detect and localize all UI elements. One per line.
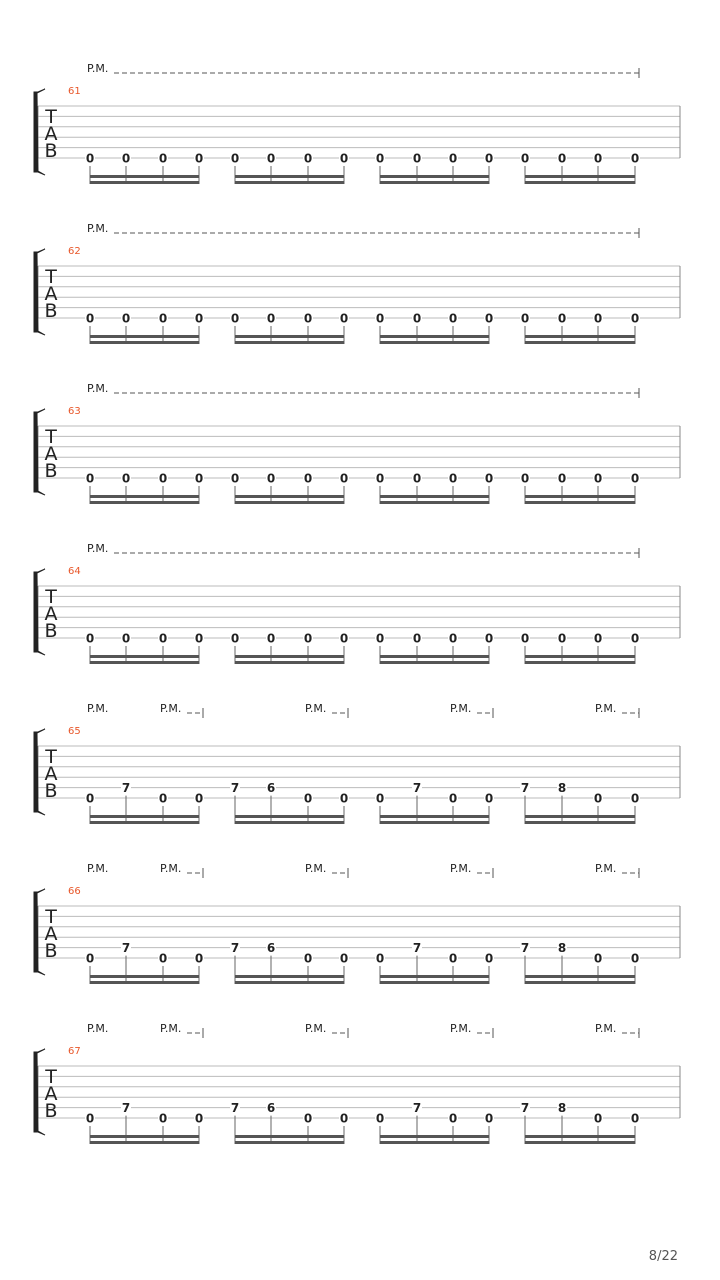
tab-clef-letter: B xyxy=(44,1100,58,1122)
fret-number: 0 xyxy=(85,631,95,646)
fret-number: 0 xyxy=(85,1111,95,1126)
beam-secondary xyxy=(380,341,489,344)
tab-clef-letter: T xyxy=(45,586,57,608)
tab-clef-letter: B xyxy=(44,460,58,482)
beam-primary xyxy=(90,495,199,498)
fret-number: 0 xyxy=(630,311,640,326)
fret-number: 0 xyxy=(448,471,458,486)
fret-number: 0 xyxy=(266,151,276,166)
beam-primary xyxy=(380,815,489,818)
system-bracket xyxy=(34,249,45,335)
beam-secondary xyxy=(380,181,489,184)
fret-number: 7 xyxy=(230,781,240,796)
fret-number: 0 xyxy=(593,311,603,326)
fret-number: 0 xyxy=(85,311,95,326)
fret-number: 7 xyxy=(520,781,530,796)
fret-number: 0 xyxy=(375,791,385,806)
beam-primary xyxy=(90,175,199,178)
beam-primary xyxy=(235,815,344,818)
fret-number: 0 xyxy=(630,151,640,166)
fret-number: 0 xyxy=(303,151,313,166)
fret-number: 0 xyxy=(339,951,349,966)
beam-secondary xyxy=(525,661,635,664)
fret-number: 0 xyxy=(630,1111,640,1126)
fret-number: 0 xyxy=(557,311,567,326)
beam-secondary xyxy=(235,981,344,984)
system-bracket xyxy=(34,569,45,655)
fret-number: 0 xyxy=(375,311,385,326)
fret-number: 0 xyxy=(484,951,494,966)
fret-number: 0 xyxy=(303,311,313,326)
fret-number: 0 xyxy=(266,471,276,486)
beam-secondary xyxy=(380,501,489,504)
beam-primary xyxy=(235,655,344,658)
beam-secondary xyxy=(525,341,635,344)
tab-clef-letter: T xyxy=(45,1066,57,1088)
beam-primary xyxy=(235,1135,344,1138)
fret-number: 0 xyxy=(375,1111,385,1126)
fret-number: 0 xyxy=(593,951,603,966)
palm-mute-label: P.M. xyxy=(450,702,472,715)
fret-number: 7 xyxy=(121,941,131,956)
beam-primary xyxy=(90,335,199,338)
fret-number: 0 xyxy=(412,631,422,646)
fret-number: 0 xyxy=(303,791,313,806)
measure-number: 67 xyxy=(68,1046,81,1057)
beam-primary xyxy=(380,495,489,498)
fret-number: 0 xyxy=(121,471,131,486)
fret-number: 0 xyxy=(266,311,276,326)
fret-number: 0 xyxy=(339,631,349,646)
beam-secondary xyxy=(380,1141,489,1144)
fret-number: 0 xyxy=(375,471,385,486)
tab-clef-letter: A xyxy=(44,763,58,785)
fret-number: 0 xyxy=(194,631,204,646)
fret-number: 0 xyxy=(121,151,131,166)
tab-clef-letter: A xyxy=(44,283,58,305)
fret-number: 0 xyxy=(194,311,204,326)
beam-secondary xyxy=(380,821,489,824)
fret-number: 0 xyxy=(412,311,422,326)
fret-number: 0 xyxy=(85,151,95,166)
measure-number: 63 xyxy=(68,406,81,417)
palm-mute-label: P.M. xyxy=(450,1022,472,1035)
beam-primary xyxy=(90,655,199,658)
fret-number: 7 xyxy=(412,1101,422,1116)
beam-secondary xyxy=(235,181,344,184)
fret-number: 0 xyxy=(593,631,603,646)
tab-clef-letter: T xyxy=(45,266,57,288)
tab-clef-letter: T xyxy=(45,106,57,128)
fret-number: 0 xyxy=(520,471,530,486)
tab-clef-letter: B xyxy=(44,300,58,322)
palm-mute-label: P.M. xyxy=(160,862,182,875)
fret-number: 0 xyxy=(194,951,204,966)
beam-primary xyxy=(235,975,344,978)
fret-number: 0 xyxy=(303,471,313,486)
palm-mute-label: P.M. xyxy=(595,1022,617,1035)
beam-secondary xyxy=(90,501,199,504)
measure-number: 62 xyxy=(68,246,81,257)
beam-secondary xyxy=(235,1141,344,1144)
fret-number: 0 xyxy=(593,151,603,166)
beam-secondary xyxy=(90,181,199,184)
fret-number: 0 xyxy=(158,311,168,326)
fret-number: 0 xyxy=(630,791,640,806)
palm-mute-label: P.M. xyxy=(87,1022,109,1035)
fret-number: 0 xyxy=(266,631,276,646)
tab-clef-letter: A xyxy=(44,123,58,145)
fret-number: 0 xyxy=(448,631,458,646)
palm-mute-label: P.M. xyxy=(87,542,109,555)
beam-secondary xyxy=(90,981,199,984)
fret-number: 0 xyxy=(230,311,240,326)
fret-number: 6 xyxy=(266,1101,276,1116)
palm-mute-label: P.M. xyxy=(87,862,109,875)
fret-number: 0 xyxy=(375,951,385,966)
fret-number: 0 xyxy=(230,631,240,646)
fret-number: 0 xyxy=(194,791,204,806)
beam-secondary xyxy=(90,341,199,344)
fret-number: 8 xyxy=(557,941,567,956)
fret-number: 0 xyxy=(230,471,240,486)
fret-number: 0 xyxy=(557,151,567,166)
fret-number: 8 xyxy=(557,1101,567,1116)
fret-number: 0 xyxy=(339,471,349,486)
fret-number: 0 xyxy=(158,1111,168,1126)
fret-number: 0 xyxy=(85,951,95,966)
beam-primary xyxy=(380,655,489,658)
beam-primary xyxy=(525,495,635,498)
fret-number: 7 xyxy=(121,781,131,796)
fret-number: 0 xyxy=(557,471,567,486)
fret-number: 8 xyxy=(557,781,567,796)
palm-mute-label: P.M. xyxy=(450,862,472,875)
system-bracket xyxy=(34,1049,45,1135)
fret-number: 7 xyxy=(412,781,422,796)
fret-number: 0 xyxy=(448,151,458,166)
system-bracket xyxy=(34,729,45,815)
fret-number: 0 xyxy=(194,1111,204,1126)
fret-number: 0 xyxy=(448,951,458,966)
beam-secondary xyxy=(235,661,344,664)
palm-mute-label: P.M. xyxy=(87,222,109,235)
palm-mute-label: P.M. xyxy=(87,62,109,75)
fret-number: 6 xyxy=(266,941,276,956)
beam-primary xyxy=(525,815,635,818)
beam-primary xyxy=(525,175,635,178)
fret-number: 0 xyxy=(630,631,640,646)
beam-secondary xyxy=(525,181,635,184)
measure-number: 64 xyxy=(68,566,81,577)
palm-mute-label: P.M. xyxy=(87,702,109,715)
fret-number: 0 xyxy=(339,791,349,806)
fret-number: 7 xyxy=(121,1101,131,1116)
fret-number: 0 xyxy=(303,1111,313,1126)
fret-number: 0 xyxy=(448,791,458,806)
fret-number: 0 xyxy=(593,471,603,486)
fret-number: 0 xyxy=(230,151,240,166)
beam-primary xyxy=(525,655,635,658)
palm-mute-label: P.M. xyxy=(305,1022,327,1035)
fret-number: 0 xyxy=(85,791,95,806)
beam-primary xyxy=(235,175,344,178)
fret-number: 0 xyxy=(484,151,494,166)
fret-number: 0 xyxy=(448,311,458,326)
beam-primary xyxy=(525,335,635,338)
fret-number: 7 xyxy=(230,1101,240,1116)
measure-number: 66 xyxy=(68,886,81,897)
beam-primary xyxy=(525,1135,635,1138)
fret-number: 7 xyxy=(230,941,240,956)
palm-mute-label: P.M. xyxy=(160,1022,182,1035)
beam-primary xyxy=(380,975,489,978)
measure-number: 61 xyxy=(68,86,81,97)
page-number: 8/22 xyxy=(648,1249,678,1264)
tab-clef-letter: B xyxy=(44,140,58,162)
tab-clef-letter: A xyxy=(44,603,58,625)
fret-number: 0 xyxy=(303,631,313,646)
tab-clef-letter: A xyxy=(44,443,58,465)
fret-number: 0 xyxy=(158,631,168,646)
fret-number: 7 xyxy=(520,941,530,956)
tab-clef-letter: A xyxy=(44,923,58,945)
tab-clef-letter: T xyxy=(45,426,57,448)
fret-number: 0 xyxy=(375,151,385,166)
beam-secondary xyxy=(90,821,199,824)
beam-secondary xyxy=(525,981,635,984)
beam-secondary xyxy=(380,981,489,984)
fret-number: 0 xyxy=(158,151,168,166)
beam-secondary xyxy=(235,821,344,824)
tab-clef-letter: T xyxy=(45,746,57,768)
fret-number: 0 xyxy=(121,311,131,326)
fret-number: 0 xyxy=(557,631,567,646)
system-bracket xyxy=(34,889,45,975)
palm-mute-label: P.M. xyxy=(305,702,327,715)
tab-clef-letter: B xyxy=(44,620,58,642)
beam-primary xyxy=(235,495,344,498)
palm-mute-label: P.M. xyxy=(160,702,182,715)
fret-number: 0 xyxy=(520,311,530,326)
fret-number: 0 xyxy=(339,311,349,326)
beam-secondary xyxy=(380,661,489,664)
fret-number: 0 xyxy=(412,471,422,486)
fret-number: 0 xyxy=(121,631,131,646)
palm-mute-label: P.M. xyxy=(595,862,617,875)
fret-number: 0 xyxy=(520,151,530,166)
beam-primary xyxy=(380,175,489,178)
fret-number: 0 xyxy=(593,1111,603,1126)
fret-number: 7 xyxy=(520,1101,530,1116)
fret-number: 0 xyxy=(303,951,313,966)
beam-primary xyxy=(235,335,344,338)
fret-number: 0 xyxy=(484,1111,494,1126)
fret-number: 0 xyxy=(158,791,168,806)
fret-number: 0 xyxy=(484,311,494,326)
beam-primary xyxy=(525,975,635,978)
beam-secondary xyxy=(525,1141,635,1144)
system-bracket xyxy=(34,409,45,495)
fret-number: 0 xyxy=(375,631,385,646)
system-bracket xyxy=(34,89,45,175)
fret-number: 0 xyxy=(630,471,640,486)
palm-mute-label: P.M. xyxy=(595,702,617,715)
palm-mute-label: P.M. xyxy=(305,862,327,875)
fret-number: 6 xyxy=(266,781,276,796)
tab-clef-letter: A xyxy=(44,1083,58,1105)
tab-clef-letter: T xyxy=(45,906,57,928)
fret-number: 0 xyxy=(412,151,422,166)
fret-number: 0 xyxy=(484,631,494,646)
fret-number: 0 xyxy=(448,1111,458,1126)
fret-number: 0 xyxy=(158,951,168,966)
beam-secondary xyxy=(525,501,635,504)
fret-number: 0 xyxy=(630,951,640,966)
fret-number: 0 xyxy=(85,471,95,486)
fret-number: 0 xyxy=(339,151,349,166)
beam-secondary xyxy=(90,661,199,664)
fret-number: 0 xyxy=(484,471,494,486)
beam-primary xyxy=(90,1135,199,1138)
fret-number: 7 xyxy=(412,941,422,956)
fret-number: 0 xyxy=(194,471,204,486)
fret-number: 0 xyxy=(484,791,494,806)
beam-primary xyxy=(380,335,489,338)
measure-number: 65 xyxy=(68,726,81,737)
beam-secondary xyxy=(525,821,635,824)
beam-secondary xyxy=(90,1141,199,1144)
fret-number: 0 xyxy=(593,791,603,806)
fret-number: 0 xyxy=(520,631,530,646)
tab-clef-letter: B xyxy=(44,780,58,802)
beam-primary xyxy=(90,975,199,978)
beam-primary xyxy=(90,815,199,818)
beam-primary xyxy=(380,1135,489,1138)
tab-clef-letter: B xyxy=(44,940,58,962)
beam-secondary xyxy=(235,341,344,344)
palm-mute-label: P.M. xyxy=(87,382,109,395)
beam-secondary xyxy=(235,501,344,504)
fret-number: 0 xyxy=(194,151,204,166)
fret-number: 0 xyxy=(339,1111,349,1126)
fret-number: 0 xyxy=(158,471,168,486)
